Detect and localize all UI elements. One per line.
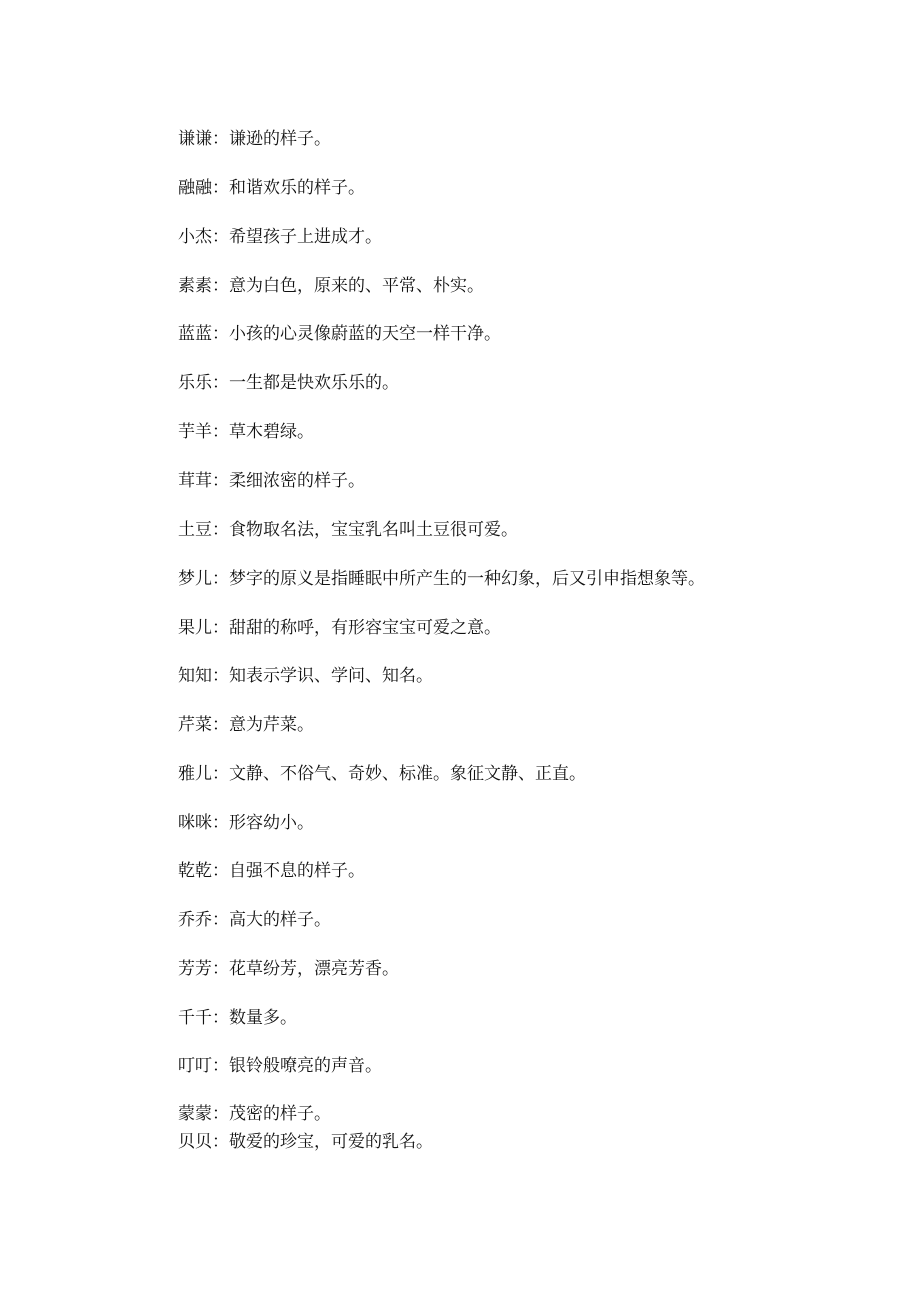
- name-entry: 蒙蒙：茂密的样子。: [178, 1104, 331, 1124]
- name-entry: 果儿：甜甜的称呼，有形容宝宝可爱之意。: [178, 618, 501, 638]
- name-entry: 梦儿：梦字的原义是指睡眠中所产生的一种幻象，后又引申指想象等。: [178, 569, 705, 589]
- name-entry: 咪咪：形容幼小。: [178, 813, 314, 833]
- name-entry: 土豆：食物取名法，宝宝乳名叫土豆很可爱。: [178, 520, 518, 540]
- name-entry: 芋羊：草木碧绿。: [178, 422, 314, 442]
- name-entry: 谦谦：谦逊的样子。: [178, 129, 331, 149]
- name-entry: 乔乔：高大的样子。: [178, 910, 331, 930]
- name-entry: 知知：知表示学识、学问、知名。: [178, 666, 433, 686]
- name-entry: 贝贝：敬爱的珍宝，可爱的乳名。: [178, 1132, 433, 1152]
- name-entry: 芹菜：意为芹菜。: [178, 715, 314, 735]
- name-entry: 千千：数量多。: [178, 1008, 297, 1028]
- name-entry: 素素：意为白色，原来的、平常、朴实。: [178, 276, 484, 296]
- name-entry: 茸茸：柔细浓密的样子。: [178, 471, 365, 491]
- name-entry: 融融：和谐欢乐的样子。: [178, 178, 365, 198]
- name-entry: 乐乐：一生都是快欢乐乐的。: [178, 373, 399, 393]
- name-entry: 雅儿：文静、不俗气、奇妙、标准。象征文静、正直。: [178, 764, 586, 784]
- name-entry: 叮叮：银铃般嘹亮的声音。: [178, 1056, 382, 1076]
- name-entry: 蓝蓝：小孩的心灵像蔚蓝的天空一样干净。: [178, 324, 501, 344]
- name-entry: 乾乾：自强不息的样子。: [178, 861, 365, 881]
- name-entry: 小杰：希望孩子上进成才。: [178, 227, 382, 247]
- name-entry: 芳芳：花草纷芳，漂亮芳香。: [178, 959, 399, 979]
